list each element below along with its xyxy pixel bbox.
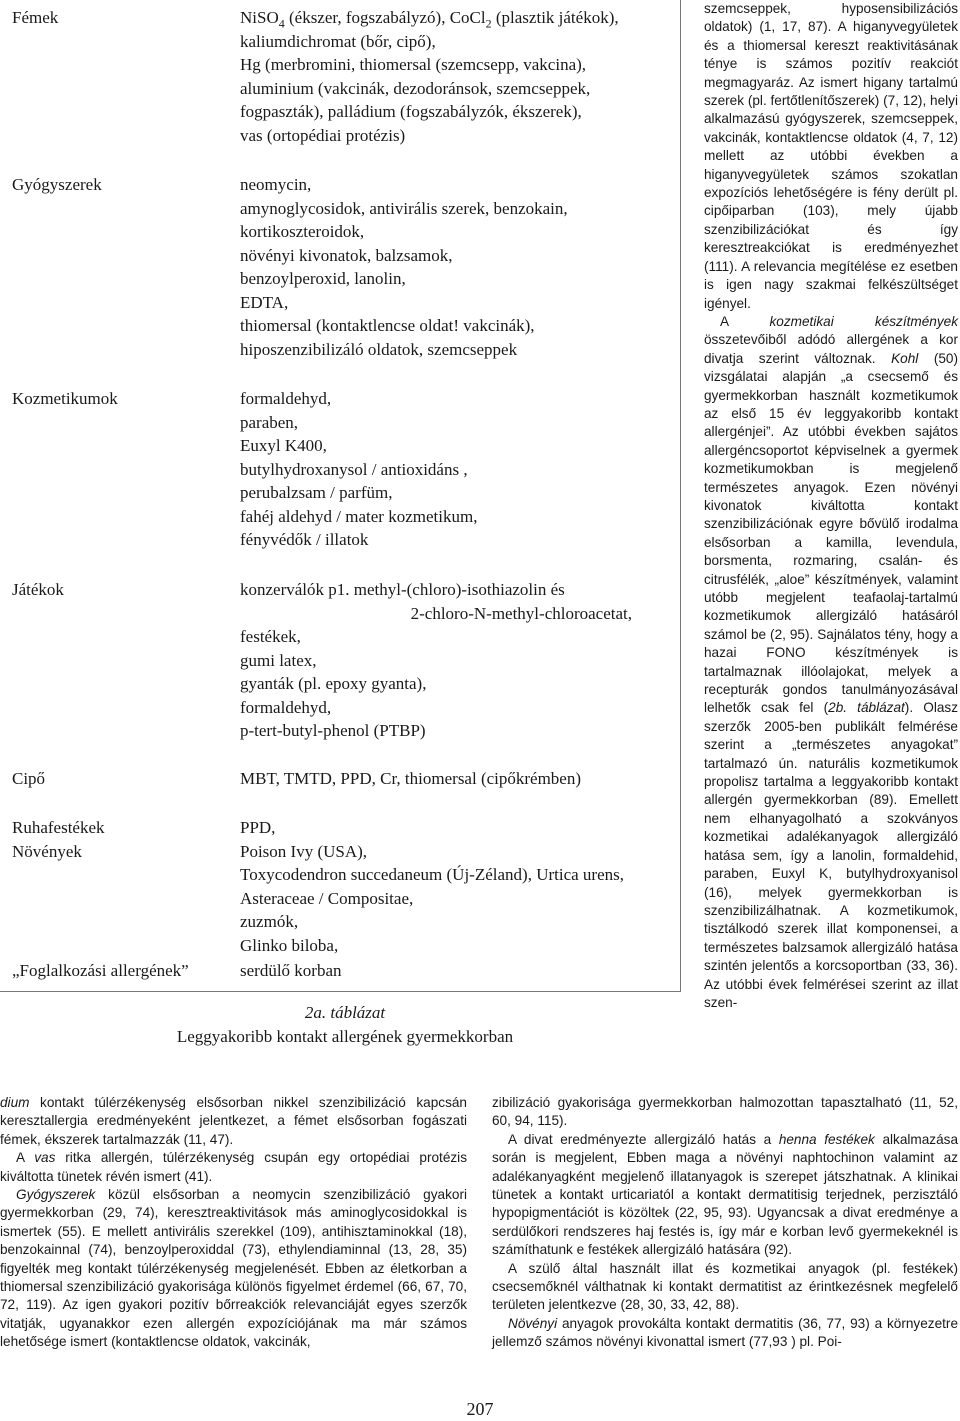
item-line: paraben, — [240, 412, 299, 432]
item-line: gyanták (pl. epoxy gyanta), — [240, 674, 427, 693]
allergen-table — [0, 0, 681, 992]
item-line: Poison Ivy (USA), — [240, 841, 368, 861]
category-cell — [12, 387, 227, 411]
item-line: kortikoszteroidok, — [240, 222, 365, 241]
right-column-continuation — [492, 1094, 958, 1352]
item-line: EDTA, — [240, 292, 289, 312]
paragraph: Gyógyszerek közül elsősorban a neomycin szenzibilizáció gyakori gyermekkorban (29, 74), keresztreaktivitások más aminoglycosidokkal is ismertek (55). E mellett antivirális szerekkel (109), antihisztaminokkal (18), benzokainnal (74), benzoylperoxiddal (73), ethylendiaminnal (13, 28, 35) figyelték meg kontakt túlérzékenység megjelenését. Ebben az életkorban a thiomersal szenzibilizáció gyakorisága különös figyelmet érdemel (66, 67, 70, 72, 119). Az igen gyakori pozitív bőrreakciók relevanciáját egyes szerzők vitatják, ugyanakkor ezen allergén expozíciójának ma már számos lehetősége ismert (kontaktlencse oldatok, vakcinák, — [0, 1187, 467, 1350]
category-cell — [12, 767, 227, 791]
paragraph: szemcseppek, hyposensibilizációs oldatok) (1, 17, 87). A higanyvegyületek és a thiomersal kereszt reaktivitásának ténye is számos pozitív reakciót megmagyaráz. Az ismert higany tartalmú szerek (pl. fertőtlenítőszerek) (7, 12), helyi alkalmazású gyógyszerek, szemcseppek, vakcinák, kontaktlencse oldatok (4, 7, 12) mellett az utóbbi években a higanyvegyületek számos szokatlan expozíciós lehetőségére is fény derült pl. cipőiparban (103), mely újabb szenzibilizációkat és így keresztreakciókat is eredményezhet (111). A relevancia megítélése ez esetben is igen nagy szakmai felkészültséget igényel. — [704, 1, 958, 311]
paragraph: zibilizáció gyakorisága gyermekkorban halmozottan tapasztalható (11, 52, 60, 94, 115). — [492, 1095, 958, 1129]
item-line: Toxycodendron succedaneum (Új-Zéland), Urtica urens, — [240, 865, 624, 884]
item-line: perubalzsam / parfüm, — [240, 483, 393, 502]
item-line: aluminium (vakcinák, dezodoránsok, szemcseppek, — [240, 78, 591, 98]
items-cell — [240, 767, 680, 791]
item-line: thiomersal (kontaktlencse oldat! vakcinák), — [240, 316, 535, 335]
paragraph: dium kontakt túlérzékenység elsősorban nikkel szenzibilizáció kapcsán keresztallergia eredményeként jelentkezet, a fémet elsősorban fogászati fémek, ékszerek tartalmazzák (11, 47). — [0, 1095, 467, 1147]
items-cell — [240, 816, 680, 957]
category-cell — [12, 578, 227, 602]
item-line: konzerválók p1. methyl-(chloro)-isothiazolin és — [240, 580, 565, 599]
item-line: p-tert-butyl-phenol (PTBP) — [240, 721, 426, 740]
item-line: butylhydroxanysol / antioxidáns , — [240, 459, 468, 479]
item-line: növényi kivonatok, balzsamok, — [240, 245, 453, 265]
item-line: benzoylperoxid, lanolin, — [240, 269, 406, 288]
category-cell — [12, 6, 227, 30]
item-line: Hg (merbromini, thiomersal (szemcsepp, vakcina), — [240, 55, 587, 74]
paragraph: Növényi anyagok provokálta kontakt dermatitis (36, 77, 93) a környezetre jellemző számos növényi kivonattal ismert (77,93 ) pl. Poi- — [492, 1315, 958, 1350]
paragraph: A szülő által használt illat és kozmetikai anyagok (pl. festékek) csecsemőknél válthatnak ki kontakt dermatitist az érintkezésnek megfelelő területen jelentkezve (28, 30, 33, 42, 88). — [492, 1260, 958, 1313]
item-line: MBT, TMTD, PPD, Cr, thiomersal (cipőkrémben) — [240, 769, 582, 788]
category-label: Gyógyszerek — [12, 175, 102, 194]
item-line: kaliumdichromat (bőr, cipő), — [240, 31, 436, 51]
item-line: Glinko biloba, — [240, 935, 339, 955]
item-line: amynoglycosidok, antivirális szerek, benzokain, — [240, 198, 568, 218]
item-line: hiposzenzibilizáló oldatok, szemcseppek — [240, 339, 518, 359]
paragraph: A divat eredményezte allergizáló hatás a henna festékek alkalmazása során is megjelent, Ebben maga a növényi naphtochinon valamint az adalékanyagként megjelenő illatanyagok is szerepet játszhatnak. A klinikai tünetek a kontakt urticariatól a kontakt dermatitisig terjednek, perzisztáló hypopigmentációt is közöltek (22, 95, 93). Ugyancsak a divat eredménye a serdülőkori rendszeres haj festés is, így már e korban levő gyermekeknél is számíthatunk e festékek allergizáló hatására (92). — [492, 1131, 959, 1258]
item-line: Asteraceae / Compositae, — [240, 888, 414, 908]
table-caption — [0, 1001, 690, 1049]
category-cell — [12, 816, 227, 863]
left-column-text — [0, 1094, 467, 1352]
category-label: Ruhafestékek — [12, 818, 105, 837]
items-cell — [240, 959, 680, 983]
category-label: Növények — [12, 841, 82, 861]
category-label: Kozmetikumok — [12, 389, 118, 408]
item-line: formaldehyd, — [240, 697, 332, 717]
item-line: neomycin, — [240, 175, 312, 194]
item-line: Euxyl K400, — [240, 436, 327, 455]
category-label: „Foglalkozási allergének” — [12, 961, 189, 980]
item-line: gumi latex, — [240, 650, 317, 670]
category-label: Cipő — [12, 769, 46, 788]
item-line: fahéj aldehyd / mater kozmetikum, — [240, 506, 478, 526]
item-line: PPD, — [240, 818, 276, 837]
items-cell — [240, 6, 680, 147]
item-line: 2-chloro-N-methyl-chloroacetat, — [410, 603, 632, 623]
item-line: festékek, — [240, 627, 301, 646]
table-caption-number: 2a. táblázat — [304, 1003, 386, 1022]
category-label: Játékok — [12, 580, 64, 599]
item-line: serdülő korban — [240, 961, 342, 980]
item-line: vas (ortopédiai protézis) — [240, 125, 406, 145]
category-cell — [12, 173, 227, 197]
paragraph: A vas ritka allergén, túlérzékenység csupán egy ortopédiai protézis kiváltotta tünetek révén ismert (41). — [0, 1150, 467, 1184]
category-label: Fémek — [12, 8, 59, 27]
right-column-text — [704, 0, 958, 1012]
items-cell — [240, 173, 680, 361]
items-cell — [240, 387, 680, 552]
table-caption-title: Leggyakoribb kontakt allergének gyermekkorban — [176, 1027, 514, 1046]
item-line: formaldehyd, — [240, 389, 332, 408]
item-line: fogpaszták), palládium (fogszabályzók, ékszerek), — [240, 102, 582, 121]
item-line: NiSO$_4$ (ékszer, fogszabályzó), CoCl$_2$ (plasztik játékok), — [240, 8, 619, 31]
page-number: 207 — [466, 1399, 494, 1419]
items-cell — [240, 578, 680, 743]
category-cell — [12, 959, 227, 983]
item-line: zuzmók, — [240, 912, 299, 931]
item-line: fényvédők / illatok — [240, 530, 369, 549]
paragraph: A kozmetikai készítmények összetevőiből adódó allergének a kor divatja szerint változnak. Kohl (50) vizsgálatai alapján „a csecsemő és gyermekkorban használt kozmetikumok az első 15 év leggyakoribb kontakt allergénjei”. Az utóbbi években sajátos allergéncsoportot képviselnek a gyermek kozmetikumokban is megjelenő természetes anyagok. Ezen növényi kivonatok kiváltotta kontakt szenzibilizációnak egyre bővülő irodalma elsősorban a kamilla, levendula, borsmenta, rozmaring, csalán- és citrusfélék, „aloe” készítmények, valamint utóbb megjelent teafaolaj-tartalmú kozmetikumok allergizáló hatásáról számol be (2, 95). Sajnálatos tény, hogy a hazai FONO készítmények is tartalmaznak illóolajokat, melyek a recepturák gondos tanulmányozásával lelhetők csak fel (2b. táblázat). Olasz szerzők 2005-ben publikált felmérése szerint a „természetes anyagokat” tartalmazó ún. naturális kozmetikumok propolisz tartalma a leggyakoribb kontakt allergén gyermekkorban (89). Emellett nem elhanyagolható a szokványos kozmetikai adalékanyagok allergizáló hatása sem, így a lanolin, formaldehid, paraben, Euxyl K, butylhydroxyanisol (16), melyek gyermekkorban is szenzibilizálhatnak. A kozmetikumok, tisztálkodó szerek illat komponensei, a természetes balzsamok allergizáló hatása szintén jelentős a korcsoportban (33, 36). Az utóbbi évek felmérései szerint az illat szen- — [704, 313, 959, 1010]
